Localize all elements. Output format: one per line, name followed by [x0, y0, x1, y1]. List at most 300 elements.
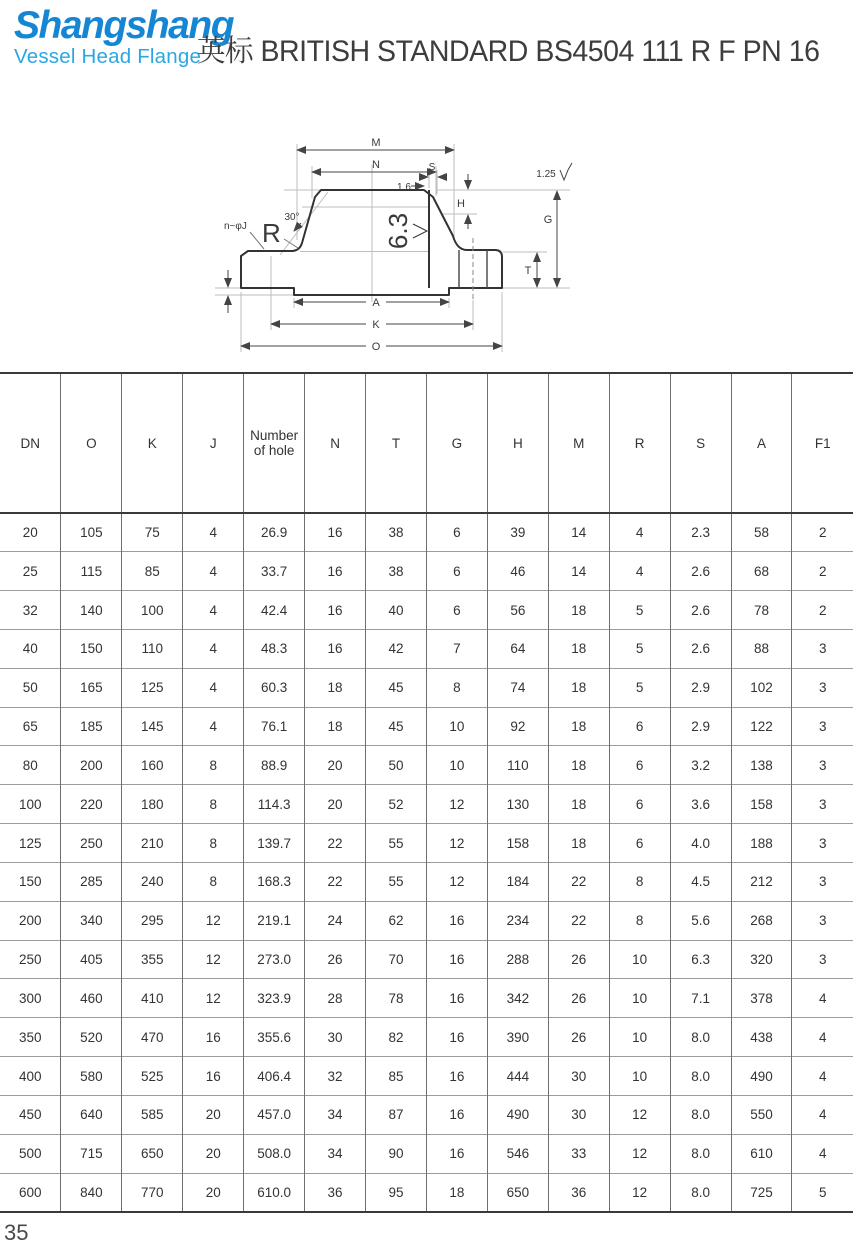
table-row	[0, 862, 853, 901]
table-cell: 125	[0, 824, 61, 863]
table-cell: 405	[61, 940, 122, 979]
table-cell: 210	[122, 824, 183, 863]
table-cell: 295	[122, 901, 183, 940]
table-cell: 12	[426, 824, 487, 863]
table-cell: 185	[61, 707, 122, 746]
table-cell: 4.5	[670, 862, 731, 901]
table-cell: 75	[122, 513, 183, 552]
table-cell: 16	[426, 940, 487, 979]
table-row	[0, 901, 853, 940]
table-cell: 95	[366, 1173, 427, 1212]
table-cell: 520	[61, 1018, 122, 1057]
table-cell: 85	[366, 1057, 427, 1096]
column-header: S	[670, 373, 731, 513]
table-cell: 8	[609, 862, 670, 901]
table-cell: 6	[609, 785, 670, 824]
table-row	[0, 591, 853, 630]
table-cell: 10	[609, 1018, 670, 1057]
table-cell: 24	[305, 901, 366, 940]
table-cell: 390	[487, 1018, 548, 1057]
table-cell: 580	[61, 1057, 122, 1096]
column-header: O	[61, 373, 122, 513]
table-cell: 138	[731, 746, 792, 785]
table-cell: 770	[122, 1173, 183, 1212]
table-cell: 102	[731, 668, 792, 707]
table-cell: 115	[61, 552, 122, 591]
table-cell: 26	[548, 1018, 609, 1057]
table-cell: 58	[731, 513, 792, 552]
table-cell: 34	[305, 1095, 366, 1134]
table-cell: 4	[183, 707, 244, 746]
table-cell: 340	[61, 901, 122, 940]
column-header: R	[609, 373, 670, 513]
column-header: K	[122, 373, 183, 513]
table-cell: 4	[183, 591, 244, 630]
table-cell: 40	[0, 629, 61, 668]
table-cell: 600	[0, 1173, 61, 1212]
table-cell: 14	[548, 513, 609, 552]
table-cell: 2	[792, 513, 853, 552]
table-cell: 240	[122, 862, 183, 901]
table-cell: 165	[61, 668, 122, 707]
table-cell: 5	[792, 1173, 853, 1212]
table-cell: 150	[61, 629, 122, 668]
table-cell: 6	[609, 824, 670, 863]
table-cell: 82	[366, 1018, 427, 1057]
table-cell: 168.3	[244, 862, 305, 901]
table-cell: 355.6	[244, 1018, 305, 1057]
table-cell: 5	[609, 668, 670, 707]
dim-label-m: M	[371, 137, 381, 149]
column-header: T	[366, 373, 427, 513]
table-cell: 20	[183, 1173, 244, 1212]
table-cell: 16	[426, 1134, 487, 1173]
table-cell: 30	[305, 1018, 366, 1057]
holes-label: n~φJ	[224, 221, 247, 232]
table-row	[0, 707, 853, 746]
table-cell: 50	[0, 668, 61, 707]
table-cell: 4	[792, 1018, 853, 1057]
table-cell: 350	[0, 1018, 61, 1057]
table-cell: 219.1	[244, 901, 305, 940]
table-cell: 42.4	[244, 591, 305, 630]
table-cell: 100	[0, 785, 61, 824]
table-row	[0, 785, 853, 824]
table-cell: 25	[0, 552, 61, 591]
table-cell: 8	[426, 668, 487, 707]
table-cell: 8.0	[670, 1173, 731, 1212]
table-cell: 110	[487, 746, 548, 785]
table-cell: 18	[548, 707, 609, 746]
dim-label-h: H	[457, 198, 465, 210]
table-cell: 20	[305, 785, 366, 824]
table-cell: 20	[305, 746, 366, 785]
table-cell: 16	[426, 1018, 487, 1057]
table-cell: 184	[487, 862, 548, 901]
table-cell: 12	[183, 901, 244, 940]
table-cell: 8	[183, 785, 244, 824]
table-cell: 48.3	[244, 629, 305, 668]
table-cell: 50	[366, 746, 427, 785]
table-cell: 36	[548, 1173, 609, 1212]
table-cell: 33.7	[244, 552, 305, 591]
roughness-symbol-bore	[413, 224, 427, 238]
table-cell: 188	[731, 824, 792, 863]
table-cell: 5	[609, 629, 670, 668]
table-cell: 160	[122, 746, 183, 785]
column-header: F1	[792, 373, 853, 513]
table-cell: 444	[487, 1057, 548, 1096]
table-cell: 10	[426, 707, 487, 746]
table-cell: 55	[366, 862, 427, 901]
table-cell: 840	[61, 1173, 122, 1212]
table-cell: 300	[0, 979, 61, 1018]
table-cell: 88	[731, 629, 792, 668]
table-cell: 122	[731, 707, 792, 746]
table-cell: 16	[426, 901, 487, 940]
table-cell: 3.6	[670, 785, 731, 824]
table-cell: 550	[731, 1095, 792, 1134]
brand-tagline: Vessel Head Flange	[14, 45, 202, 68]
table-cell: 7.1	[670, 979, 731, 1018]
table-cell: 4	[792, 1057, 853, 1096]
table-cell: 26	[305, 940, 366, 979]
table-cell: 56	[487, 591, 548, 630]
table-cell: 16	[305, 552, 366, 591]
table-cell: 400	[0, 1057, 61, 1096]
table-cell: 5.6	[670, 901, 731, 940]
table-cell: 114.3	[244, 785, 305, 824]
table-cell: 490	[731, 1057, 792, 1096]
table-cell: 715	[61, 1134, 122, 1173]
table-row	[0, 668, 853, 707]
table-cell: 16	[183, 1057, 244, 1096]
table-cell: 32	[0, 591, 61, 630]
table-cell: 640	[61, 1095, 122, 1134]
table-cell: 26.9	[244, 513, 305, 552]
brand-name: Shangshang	[14, 4, 234, 47]
table-cell: 450	[0, 1095, 61, 1134]
table-cell: 285	[61, 862, 122, 901]
table-cell: 78	[731, 591, 792, 630]
table-cell: 2.9	[670, 668, 731, 707]
table-cell: 12	[609, 1134, 670, 1173]
table-cell: 3.2	[670, 746, 731, 785]
table-cell: 22	[548, 862, 609, 901]
table-cell: 250	[0, 940, 61, 979]
table-row	[0, 1134, 853, 1173]
table-cell: 18	[548, 668, 609, 707]
table-cell: 20	[183, 1134, 244, 1173]
table-cell: 2	[792, 591, 853, 630]
table-cell: 64	[487, 629, 548, 668]
dim-label-n: N	[372, 159, 380, 171]
table-cell: 3	[792, 668, 853, 707]
table-cell: 18	[305, 707, 366, 746]
table-cell: 139.7	[244, 824, 305, 863]
table-cell: 12	[183, 979, 244, 1018]
dim-label-o: O	[371, 341, 381, 353]
table-cell: 288	[487, 940, 548, 979]
table-cell: 46	[487, 552, 548, 591]
table-cell: 438	[731, 1018, 792, 1057]
table-cell: 323.9	[244, 979, 305, 1018]
table-cell: 125	[122, 668, 183, 707]
table-row	[0, 1057, 853, 1096]
column-header: Number of hole	[244, 373, 305, 513]
table-cell: 200	[0, 901, 61, 940]
table-cell: 10	[609, 979, 670, 1018]
table-cell: 6	[426, 552, 487, 591]
table-cell: 4	[792, 1095, 853, 1134]
table-cell: 76.1	[244, 707, 305, 746]
table-cell: 12	[426, 862, 487, 901]
table-cell: 4	[609, 513, 670, 552]
table-cell: 110	[122, 629, 183, 668]
table-cell: 30	[548, 1057, 609, 1096]
table-cell: 4.0	[670, 824, 731, 863]
dim-label-a: A	[372, 297, 380, 309]
table-cell: 8	[183, 862, 244, 901]
table-cell: 150	[0, 862, 61, 901]
table-cell: 2.3	[670, 513, 731, 552]
table-cell: 28	[305, 979, 366, 1018]
table-cell: 500	[0, 1134, 61, 1173]
table-cell: 45	[366, 707, 427, 746]
table-cell: 10	[426, 746, 487, 785]
table-cell: 78	[366, 979, 427, 1018]
table-cell: 10	[609, 940, 670, 979]
table-cell: 18	[426, 1173, 487, 1212]
table-cell: 18	[548, 629, 609, 668]
table-cell: 8	[183, 746, 244, 785]
table-cell: 16	[426, 1057, 487, 1096]
column-header: DN	[0, 373, 61, 513]
table-cell: 22	[305, 862, 366, 901]
table-cell: 26	[548, 940, 609, 979]
table-cell: 410	[122, 979, 183, 1018]
table-cell: 39	[487, 513, 548, 552]
table-cell: 32	[305, 1057, 366, 1096]
table-row	[0, 629, 853, 668]
table-cell: 4	[183, 552, 244, 591]
table-row	[0, 940, 853, 979]
table-cell: 145	[122, 707, 183, 746]
table-cell: 16	[305, 591, 366, 630]
table-cell: 10	[609, 1057, 670, 1096]
finish-label-bore: 6.3	[383, 212, 413, 250]
table-row	[0, 552, 853, 591]
table-cell: 8	[609, 901, 670, 940]
table-cell: 460	[61, 979, 122, 1018]
roughness-symbol-top	[560, 163, 572, 180]
table-cell: 650	[122, 1134, 183, 1173]
table-cell: 6.3	[670, 940, 731, 979]
table-cell: 68	[731, 552, 792, 591]
table-cell: 6	[426, 591, 487, 630]
table-cell: 273.0	[244, 940, 305, 979]
table-cell: 3	[792, 824, 853, 863]
radius-label: R	[262, 218, 281, 248]
column-header: H	[487, 373, 548, 513]
table-cell: 457.0	[244, 1095, 305, 1134]
column-header: N	[305, 373, 366, 513]
table-cell: 22	[305, 824, 366, 863]
table-cell: 158	[487, 824, 548, 863]
table-cell: 42	[366, 629, 427, 668]
table-cell: 18	[548, 824, 609, 863]
table-cell: 508.0	[244, 1134, 305, 1173]
table-cell: 7	[426, 629, 487, 668]
table-cell: 525	[122, 1057, 183, 1096]
table-cell: 45	[366, 668, 427, 707]
table-cell: 158	[731, 785, 792, 824]
table-cell: 33	[548, 1134, 609, 1173]
table-cell: 87	[366, 1095, 427, 1134]
table-cell: 18	[548, 591, 609, 630]
table-cell: 4	[792, 979, 853, 1018]
column-header: G	[426, 373, 487, 513]
table-cell: 18	[548, 746, 609, 785]
table-body	[0, 513, 853, 1212]
table-cell: 16	[426, 979, 487, 1018]
table-cell: 36	[305, 1173, 366, 1212]
table-cell: 2.6	[670, 552, 731, 591]
page-number: 35	[4, 1220, 29, 1245]
table-cell: 2.6	[670, 591, 731, 630]
table-cell: 80	[0, 746, 61, 785]
table-cell: 16	[305, 629, 366, 668]
table-cell: 2.9	[670, 707, 731, 746]
table-cell: 3	[792, 785, 853, 824]
table-cell: 342	[487, 979, 548, 1018]
table-cell: 60.3	[244, 668, 305, 707]
table-cell: 3	[792, 746, 853, 785]
table-cell: 4	[183, 513, 244, 552]
table-cell: 34	[305, 1134, 366, 1173]
table-cell: 6	[426, 513, 487, 552]
table-cell: 8.0	[670, 1057, 731, 1096]
table-cell: 12	[426, 785, 487, 824]
table-cell: 8	[183, 824, 244, 863]
dim-label-g: G	[543, 214, 553, 226]
table-cell: 74	[487, 668, 548, 707]
dim-label-k: K	[372, 319, 380, 331]
table-cell: 4	[183, 629, 244, 668]
table-cell: 38	[366, 552, 427, 591]
table-cell: 20	[183, 1095, 244, 1134]
table-row	[0, 513, 853, 552]
table-row	[0, 979, 853, 1018]
table-cell: 546	[487, 1134, 548, 1173]
table-cell: 12	[609, 1095, 670, 1134]
table-cell: 88.9	[244, 746, 305, 785]
table-cell: 55	[366, 824, 427, 863]
table-cell: 85	[122, 552, 183, 591]
table-cell: 62	[366, 901, 427, 940]
finish-label-face: 1.6	[397, 182, 411, 193]
table-row	[0, 824, 853, 863]
table-cell: 92	[487, 707, 548, 746]
table-cell: 3	[792, 862, 853, 901]
table-cell: 8.0	[670, 1018, 731, 1057]
table-cell: 26	[548, 979, 609, 1018]
table-cell: 65	[0, 707, 61, 746]
table-cell: 14	[548, 552, 609, 591]
table-cell: 12	[609, 1173, 670, 1212]
table-cell: 30	[548, 1095, 609, 1134]
table-cell: 4	[183, 668, 244, 707]
table-cell: 3	[792, 940, 853, 979]
table-cell: 610	[731, 1134, 792, 1173]
table-row	[0, 1018, 853, 1057]
table-cell: 18	[305, 668, 366, 707]
page-title: 英标 BRITISH STANDARD BS4504 111 R F PN 16	[197, 35, 820, 68]
table-cell: 234	[487, 901, 548, 940]
column-header: J	[183, 373, 244, 513]
dim-label-s: S	[428, 162, 436, 173]
table-cell: 6	[609, 707, 670, 746]
table-cell: 490	[487, 1095, 548, 1134]
column-header: A	[731, 373, 792, 513]
table-cell: 3	[792, 707, 853, 746]
table-cell: 378	[731, 979, 792, 1018]
flange-spec-table	[0, 372, 853, 1213]
table-cell: 212	[731, 862, 792, 901]
dim-label-t: T	[524, 265, 532, 277]
table-cell: 52	[366, 785, 427, 824]
table-cell: 5	[609, 591, 670, 630]
table-cell: 250	[61, 824, 122, 863]
table-cell: 18	[548, 785, 609, 824]
table-cell: 180	[122, 785, 183, 824]
table-cell: 200	[61, 746, 122, 785]
table-cell: 4	[609, 552, 670, 591]
flange-section-drawing	[180, 130, 640, 370]
table-cell: 40	[366, 591, 427, 630]
angle-label: 30°	[284, 212, 300, 223]
table-cell: 220	[61, 785, 122, 824]
table-cell: 100	[122, 591, 183, 630]
table-cell: 2	[792, 552, 853, 591]
table-cell: 610.0	[244, 1173, 305, 1212]
table-header-row	[0, 373, 853, 513]
table-cell: 130	[487, 785, 548, 824]
table-cell: 320	[731, 940, 792, 979]
table-row	[0, 1173, 853, 1212]
table-cell: 6	[609, 746, 670, 785]
table-cell: 355	[122, 940, 183, 979]
column-header: M	[548, 373, 609, 513]
table-cell: 268	[731, 901, 792, 940]
table-cell: 12	[183, 940, 244, 979]
table-cell: 16	[305, 513, 366, 552]
table-row	[0, 746, 853, 785]
table-cell: 725	[731, 1173, 792, 1212]
table-cell: 3	[792, 629, 853, 668]
table-row	[0, 1095, 853, 1134]
table-cell: 16	[183, 1018, 244, 1057]
table-cell: 406.4	[244, 1057, 305, 1096]
table-cell: 20	[22, 525, 38, 541]
table-cell: 470	[122, 1018, 183, 1057]
finish-label-top: 1.25	[536, 169, 556, 180]
table-cell: 8.0	[670, 1095, 731, 1134]
table-cell: 70	[366, 940, 427, 979]
table-cell: 4	[792, 1134, 853, 1173]
table-cell: 650	[487, 1173, 548, 1212]
table-cell: 38	[366, 513, 427, 552]
